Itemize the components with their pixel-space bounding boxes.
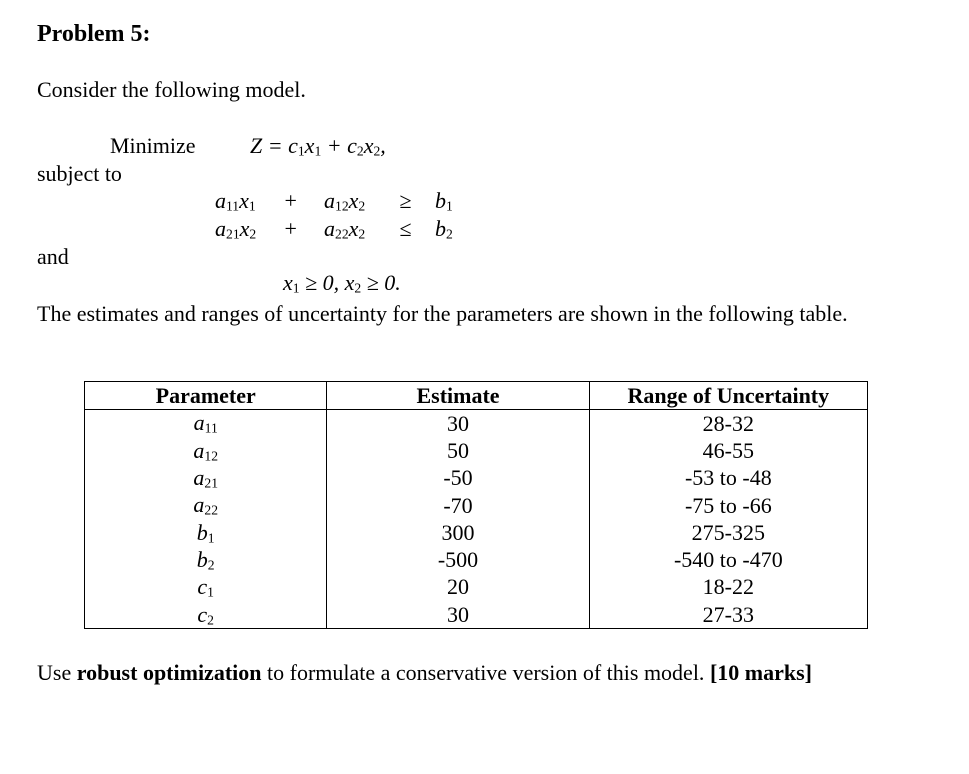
table-row: [85, 574, 868, 601]
table-row: [85, 546, 868, 573]
question-bold-term: robust optimization: [76, 660, 262, 685]
parameter-cell: b2: [85, 546, 327, 573]
constraint-2-lhs2: a22x2: [324, 216, 366, 242]
header-estimate: Estimate: [327, 382, 589, 410]
constraint-1-op: +: [284, 188, 297, 213]
parameter-cell: a21: [85, 465, 327, 492]
table-row: [85, 601, 868, 629]
table-row: [85, 492, 868, 519]
nonnegativity: x1 ≥ 0, x2 ≥ 0.: [283, 270, 401, 296]
parameter-cell: c2: [85, 601, 327, 629]
parameter-table: [84, 381, 868, 629]
estimate-cell: -50: [327, 465, 589, 492]
constraint-1-rhs: b1: [435, 188, 453, 214]
header-range: Range of Uncertainty: [589, 382, 867, 410]
question-marks: [10 marks]: [709, 660, 812, 685]
range-cell: -75 to -66: [589, 492, 867, 519]
table-row: [85, 465, 868, 492]
range-cell: -540 to -470: [589, 546, 867, 573]
intro-text: Consider the following model.: [37, 77, 306, 102]
parameter-cell: b1: [85, 519, 327, 546]
parameter-cell: a22: [85, 492, 327, 519]
range-cell: 28-32: [589, 410, 867, 438]
constraint-2-lhs1: a21x2: [215, 216, 257, 242]
estimate-cell: -70: [327, 492, 589, 519]
subject-to-label: subject to: [37, 161, 122, 186]
estimate-cell: 300: [327, 519, 589, 546]
range-cell: 275-325: [589, 519, 867, 546]
question-prefix: Use: [37, 660, 77, 685]
constraint-2: [215, 218, 453, 241]
range-cell: 18-22: [589, 574, 867, 601]
range-cell: -53 to -48: [589, 465, 867, 492]
table-intro: The estimates and ranges of uncertainty for the parameters are shown in the following table.: [37, 301, 848, 326]
parameter-cell: a11: [85, 410, 327, 438]
constraint-2-op: +: [284, 216, 297, 241]
constraint-2-relation: ≤: [399, 216, 412, 241]
estimate-cell: -500: [327, 546, 589, 573]
objective-expression: Z = c1x1 + c2x2,: [250, 133, 386, 159]
estimate-cell: 20: [327, 574, 589, 601]
constraint-1-relation: ≥: [399, 188, 412, 213]
constraint-1-lhs1: a11x1: [215, 188, 256, 214]
estimate-cell: 30: [327, 410, 589, 438]
table-row: [85, 437, 868, 464]
and-label: and: [37, 244, 69, 269]
table-header-row: [85, 382, 868, 410]
question-middle: to formulate a conservative version of this model.: [261, 660, 710, 685]
estimate-cell: 30: [327, 601, 589, 629]
constraint-2-rhs: b2: [435, 216, 453, 242]
table-row: [85, 519, 868, 546]
estimate-cell: 50: [327, 437, 589, 464]
table-row: [85, 410, 868, 438]
parameter-cell: a12: [85, 437, 327, 464]
question-text: [37, 662, 812, 684]
parameter-cell: c1: [85, 574, 327, 601]
range-cell: 27-33: [589, 601, 867, 629]
objective-label: Minimize: [110, 133, 196, 158]
problem-title: Problem 5:: [37, 21, 151, 47]
header-parameter: Parameter: [85, 382, 327, 410]
constraint-1: [215, 190, 453, 213]
constraint-1-lhs2: a12x2: [324, 188, 366, 214]
range-cell: 46-55: [589, 437, 867, 464]
